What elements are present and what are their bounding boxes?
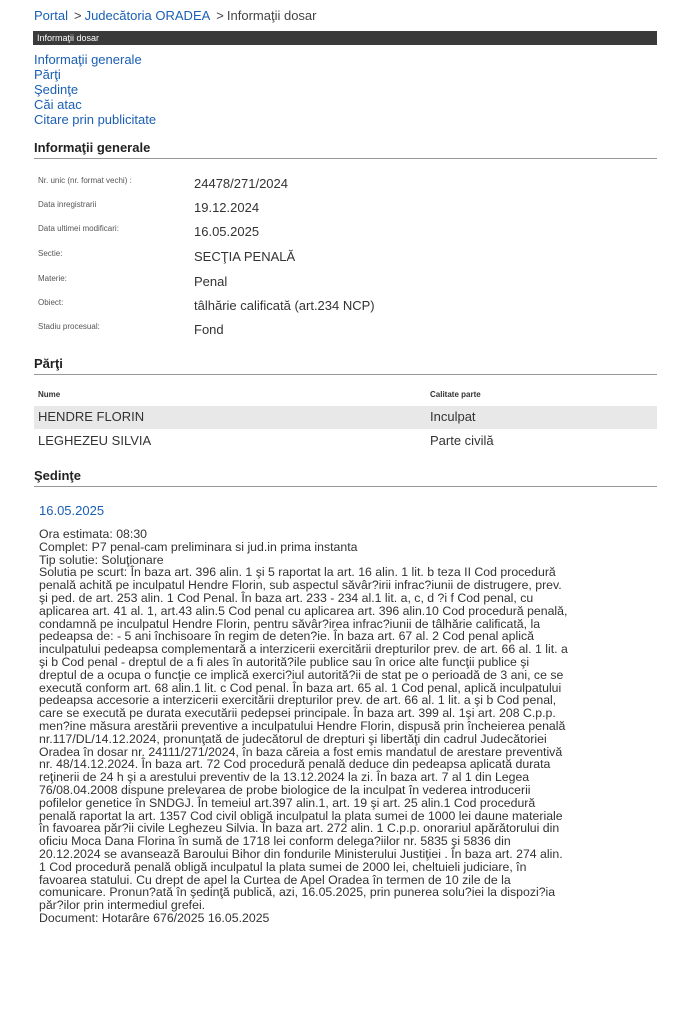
header-bar: Informaţii dosar	[33, 31, 657, 45]
info-label: Data ultimei modificari:	[38, 224, 119, 233]
section-title-sedinte: Şedinţe	[34, 468, 657, 487]
breadcrumb-court-link[interactable]: Judecătoria ORADEA	[84, 8, 211, 23]
party-role: Inculpat	[430, 409, 476, 424]
solution-line: 1 Cod procedură penală obligă inculpatul la plata sumei de 2000 lei, cheltuieli judiciare, în	[39, 859, 527, 874]
solution-line: men?ine măsura arestării preventive a inculpatului Hendre Florin, dispusă prin încheierea penală	[39, 718, 566, 733]
info-label: Obiect:	[38, 298, 64, 307]
info-value: 24478/271/2024	[194, 176, 288, 191]
info-row	[38, 322, 638, 342]
solution-line: penală raportat la art. 1357 Cod civil obligă inculpatul la plata sumei de 1000 lei daune materiale	[39, 808, 563, 823]
solution-line: nr. 48/14.12.2024. În baza art. 72 Cod procedură penală deduce din pedeapsa aplicată durata	[39, 757, 551, 772]
solution-line: şi ped. de art. 253 alin. 1 Cod Penal. În baza art. 233 - 234 al.1 lit. a, c, d ?i f Cod penal, cu	[39, 590, 534, 605]
info-label: Data inregistrarii	[38, 200, 97, 209]
solution-line: nr.117/DL/14.12.2024, pronunţată de judecătorul de drepturi şi libertăţi din cadrul Judecătoriei	[39, 731, 547, 746]
party-name: LEGHEZEU SILVIA	[38, 433, 152, 448]
info-row	[38, 176, 638, 196]
solution-line: penală achită pe inculpatul Hendre Florin, sub aspectul săvâr?irii infrac?iunii de distrugere, prev.	[39, 578, 562, 593]
party-role: Parte civilă	[430, 433, 494, 448]
toc-link-sedinte[interactable]: Şedinţe	[34, 82, 79, 97]
info-value: SECŢIA PENALĂ	[194, 249, 296, 264]
section-title-parti: Părţi	[34, 356, 657, 375]
column-header-nume: Nume	[38, 390, 61, 399]
breadcrumb-portal-link[interactable]: Portal	[34, 8, 68, 23]
info-label: Stadiu procesual:	[38, 322, 100, 331]
toc-link-parti[interactable]: Părţi	[34, 67, 61, 82]
solution-line: oficiu Moca Dana Florina în sumă de 1718 lei conform delega?iilor nr. 5835 şi 5836 din	[39, 834, 511, 849]
hearing-time: Ora estimata: 08:30	[39, 527, 147, 541]
info-row	[38, 200, 638, 220]
solution-line: comunicare. Pronun?ată în şedinţă publică, azi, 16.05.2025, prin punerea solu?iei la dispozi?ia	[39, 885, 556, 900]
solution-line: şi b Cod penal - dreptul de a fi ales în autorită?ile publice sau în orice alte funcţii publice şi	[39, 654, 530, 669]
info-value: 19.12.2024	[194, 200, 260, 215]
solution-line: pofilelor genetice în SNDGJ. În temeiul art.397 alin.1, art. 19 şi art. 25 alin.1 Cod procedură	[39, 795, 536, 810]
info-label: Materie:	[38, 274, 67, 283]
breadcrumb-current: Informaţii dosar	[226, 8, 317, 23]
solution-type: Tip solutie: Soluţionare	[39, 552, 164, 567]
info-row	[38, 274, 638, 294]
party-name: HENDRE FLORIN	[38, 409, 145, 424]
toc-link-informatii-generale[interactable]: Informaţii generale	[34, 52, 142, 67]
info-value: tâlhărie calificată (art.234 NCP)	[194, 298, 375, 313]
solution-line: pedeapsa de: - 5 ani închisoare în regim de deten?ie. În baza art. 67 al. 2 Cod penal aplică	[39, 629, 534, 644]
solution-line: păr?ilor prin intermediul grefei.	[39, 898, 206, 913]
info-label: Sectie:	[38, 249, 63, 258]
info-value: Penal	[194, 274, 228, 289]
solution-line: aplicarea art. 41 al. 1, art.43 alin.5 Cod penal cu aplicarea art. 396 alin.10 Cod procedură penală,	[39, 603, 568, 618]
breadcrumb-separator: >	[73, 8, 82, 23]
info-row	[38, 224, 638, 244]
toc-link-citare[interactable]: Citare prin publicitate	[34, 112, 157, 127]
section-title-general: Informaţii generale	[34, 140, 657, 159]
solution-line: 76/08.04.2008 dispune prelevarea de probe biologice de la inculpat în vederea introducerii	[39, 782, 531, 797]
table-of-contents	[34, 52, 156, 127]
hearing-panel: Complet: P7 penal-cam preliminara si jud.in prima instanta	[39, 539, 358, 554]
column-header-calitate: Calitate parte	[430, 390, 481, 399]
solution-line: pedeapsa accesorie a interzicerii exercitării drepturilor prev. de art. 66 al. 1 lit. a şi b Cod penal,	[39, 693, 557, 708]
solution-line: în favoarea păr?ii civile Leghezeu Silvia. În baza art. 272 alin. 1 C.p.p. onorariul apărătorului din	[39, 821, 560, 836]
info-row	[38, 249, 638, 269]
solution-line: execută conform art. 68 alin.1 lit. c Cod penal. În baza art. 65 al. 1 Cod penal, aplică inculpatului	[39, 680, 562, 695]
breadcrumb-separator: >	[216, 8, 224, 23]
table-row	[34, 430, 657, 453]
solution-line: dreptul de a ocupa o funcţie ce implică exerci?iul autorită?ii de stat pe o perioadă de 3 ani, ce se	[39, 667, 564, 682]
solution-line: inculpatului pedeapsa complementară a interzicerii exercitării drepturilor prev. de art. 66 al. 1 lit. a	[39, 642, 568, 657]
table-row	[34, 406, 657, 429]
solution-line: condamnă pe inculpatul Hendre Florin, pentru săvâr?irea infrac?iunii de tâlhărie calificată, la	[39, 616, 541, 631]
info-value: Fond	[194, 322, 224, 337]
solution-line: 20.12.2024 se avansează Baroului Bihor din fondurile Ministerului Justiţiei . În baza art. 274 alin.	[39, 846, 563, 861]
hearing-date: 16.05.2025	[39, 503, 105, 518]
solution-line: reţinerii de 24 h şi a arestului preventiv de la 13.12.2024 la zi. În baza art. 7 al 1 din Legea	[39, 770, 530, 785]
toc-link-cai-atac[interactable]: Căi atac	[34, 97, 82, 112]
solution-line: favoarea statului. Cu drept de apel la Curtea de Apel Oradea în termen de 10 zile de la	[39, 872, 511, 887]
solution-text	[39, 566, 654, 912]
breadcrumb	[34, 8, 316, 24]
info-label: Nr. unic (nr. format vechi) :	[38, 176, 132, 185]
info-row	[38, 298, 638, 318]
solution-line: care se execută pe durata executării pedepsei principale. În baza art. 399 al. 1şi art. 208 C.p.p.	[39, 706, 556, 721]
solution-line: Oradea în dosar nr. 24111/271/2024, în baza căreia a fost emis mandatul de arestare preventivă	[39, 744, 563, 759]
solution-line: Solutia pe scurt: În baza art. 396 alin. 1 şi 5 raportat la art. 16 alin. 1 lit. b teza II Cod procedură	[39, 565, 556, 580]
hearing-details	[39, 528, 654, 925]
document-reference: Document: Hotarâre 676/2025 16.05.2025	[39, 910, 270, 925]
info-value: 16.05.2025	[194, 224, 260, 239]
